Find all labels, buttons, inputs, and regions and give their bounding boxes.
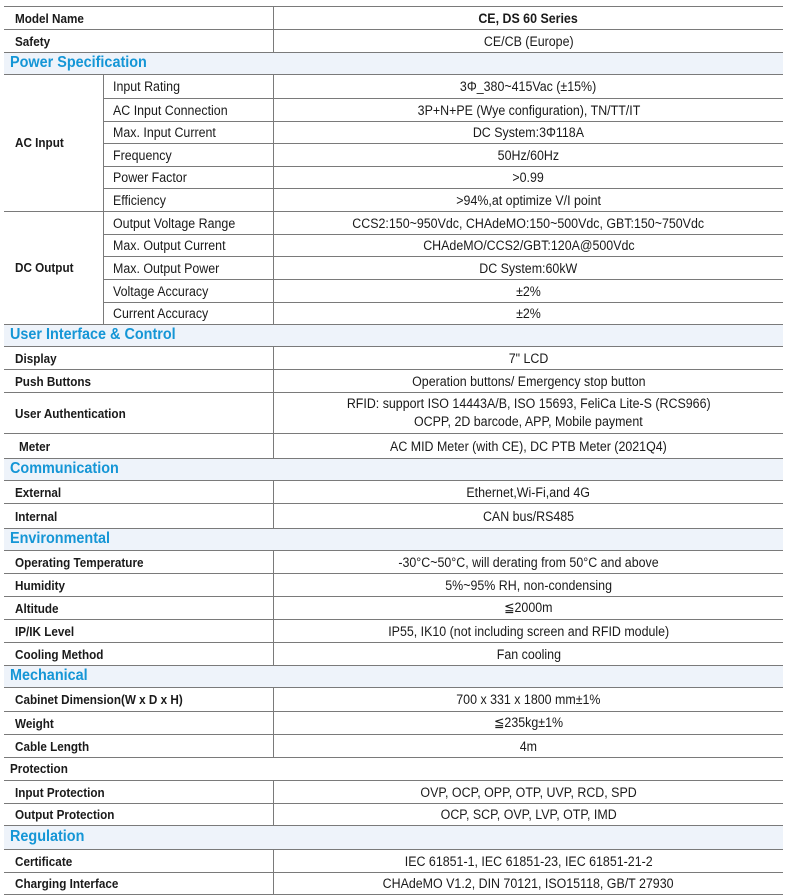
spec-label: External	[15, 484, 62, 500]
spec-label: Max. Output Power	[113, 260, 220, 276]
spec-label: Operating Temperature	[15, 554, 144, 570]
display-value: 7" LCD	[508, 350, 549, 366]
spec-value: DC System:60kW	[479, 260, 578, 276]
meter-label: Meter	[19, 438, 51, 454]
spec-label: AC Input Connection	[113, 102, 228, 118]
spec-label: Cable Length	[15, 738, 90, 754]
push-buttons-label: Push Buttons	[15, 373, 92, 389]
spec-label: Input Rating	[113, 79, 180, 94]
display-label: Display	[15, 350, 57, 366]
spec-value: ≦235kg±1%	[493, 715, 563, 730]
spec-label: IP/IK Level	[15, 623, 75, 639]
section-title-environmental: Environmental	[10, 530, 111, 547]
spec-label: Internal	[15, 508, 58, 524]
section-title-regulation: Regulation	[10, 828, 85, 845]
auth-line: RFID: support ISO 14443A/B, ISO 15693, FeliCa Lite-S (RCS966)	[346, 396, 711, 411]
spec-value: OVP, OCP, OPP, OTP, UVP, RCD, SPD	[420, 784, 637, 800]
spec-value: DC System:3Φ118A	[472, 125, 585, 140]
column-rule	[103, 74, 104, 324]
spec-value: CHAdeMO V1.2, DIN 70121, ISO15118, GB/T 27930	[383, 876, 674, 891]
spec-value: 700 x 331 x 1800 mm±1%	[456, 692, 601, 707]
spec-label: Humidity	[15, 577, 66, 593]
spec-label: Cabinet Dimension(W x D x H)	[15, 692, 183, 707]
section-title-ui: User Interface & Control	[10, 326, 176, 343]
spec-value: Fan cooling	[496, 646, 561, 662]
model-name-label: Model Name	[15, 10, 84, 26]
spec-label: Max. Input Current	[113, 125, 216, 140]
spec-value: 4m	[519, 738, 538, 754]
model-name-value: CE, DS 60 Series	[478, 10, 579, 26]
spec-value: ≦2000m	[504, 600, 553, 615]
spec-label: Power Factor	[113, 170, 187, 185]
spec-label: Output Protection	[15, 807, 115, 822]
spec-label: Frequency	[113, 147, 172, 163]
spec-label: Output Voltage Range	[113, 215, 236, 231]
spec-label: Certificate	[15, 853, 73, 869]
spec-label: Input Protection	[15, 784, 105, 800]
user-authentication-label: User Authentication	[15, 405, 126, 421]
dc-output-label: DC Output	[15, 260, 74, 275]
spec-value: ±2%	[516, 306, 541, 321]
meter-value: AC MID Meter (with CE), DC PTB Meter (2021Q4)	[390, 438, 667, 454]
spec-value: CHAdeMO/CCS2/GBT:120A@500Vdc	[422, 238, 635, 253]
spec-value: 3Φ_380~415Vac (±15%)	[460, 79, 597, 94]
spec-value: Ethernet,Wi-Fi,and 4G	[466, 484, 591, 500]
spec-label: Current Accuracy	[113, 306, 209, 321]
push-buttons-value: Operation buttons/ Emergency stop button	[411, 373, 646, 389]
spec-value: OCP, SCP, OVP, LVP, OTP, IMD	[440, 807, 617, 822]
spec-value: 50Hz/60Hz	[497, 147, 560, 163]
section-title-communication: Communication	[10, 460, 119, 477]
spec-value: 5%~95% RH, non-condensing	[445, 577, 612, 593]
safety-value: CE/CB (Europe)	[483, 33, 574, 49]
user-authentication-value	[274, 393, 783, 433]
section-title-protection: Protection	[10, 761, 68, 776]
section-title-mechanical: Mechanical	[10, 667, 88, 684]
spec-value: CAN bus/RS485	[482, 508, 575, 524]
spec-value: >94%,at optimize V/I point	[456, 192, 601, 208]
spec-value: ±2%	[516, 283, 541, 299]
spec-value: -30°C~50°C, will derating from 50°C and above	[398, 554, 659, 570]
spec-label: Cooling Method	[15, 646, 104, 662]
spec-label: Altitude	[15, 600, 59, 616]
spec-value: IP55, IK10 (not including screen and RFID module)	[387, 623, 669, 639]
auth-line: OCPP, 2D barcode, APP, Mobile payment	[414, 414, 643, 429]
section-title-power: Power Specification	[10, 54, 147, 71]
spec-value: IEC 61851-1, IEC 61851-23, IEC 61851-21-2	[404, 853, 653, 869]
spec-label: Efficiency	[113, 192, 166, 208]
ac-input-label: AC Input	[15, 135, 64, 150]
spec-value: 3P+N+PE (Wye configuration), TN/TT/IT	[417, 102, 640, 118]
spec-label: Voltage Accuracy	[113, 283, 209, 299]
spec-value: >0.99	[512, 170, 545, 185]
spec-label: Weight	[15, 715, 54, 731]
spec-label: Max. Output Current	[113, 238, 226, 253]
spec-label: Charging Interface	[15, 876, 119, 891]
spec-value: CCS2:150~950Vdc, CHAdeMO:150~500Vdc, GBT:150~750Vdc	[352, 215, 705, 231]
rule	[4, 894, 783, 895]
safety-label: Safety	[15, 33, 51, 49]
